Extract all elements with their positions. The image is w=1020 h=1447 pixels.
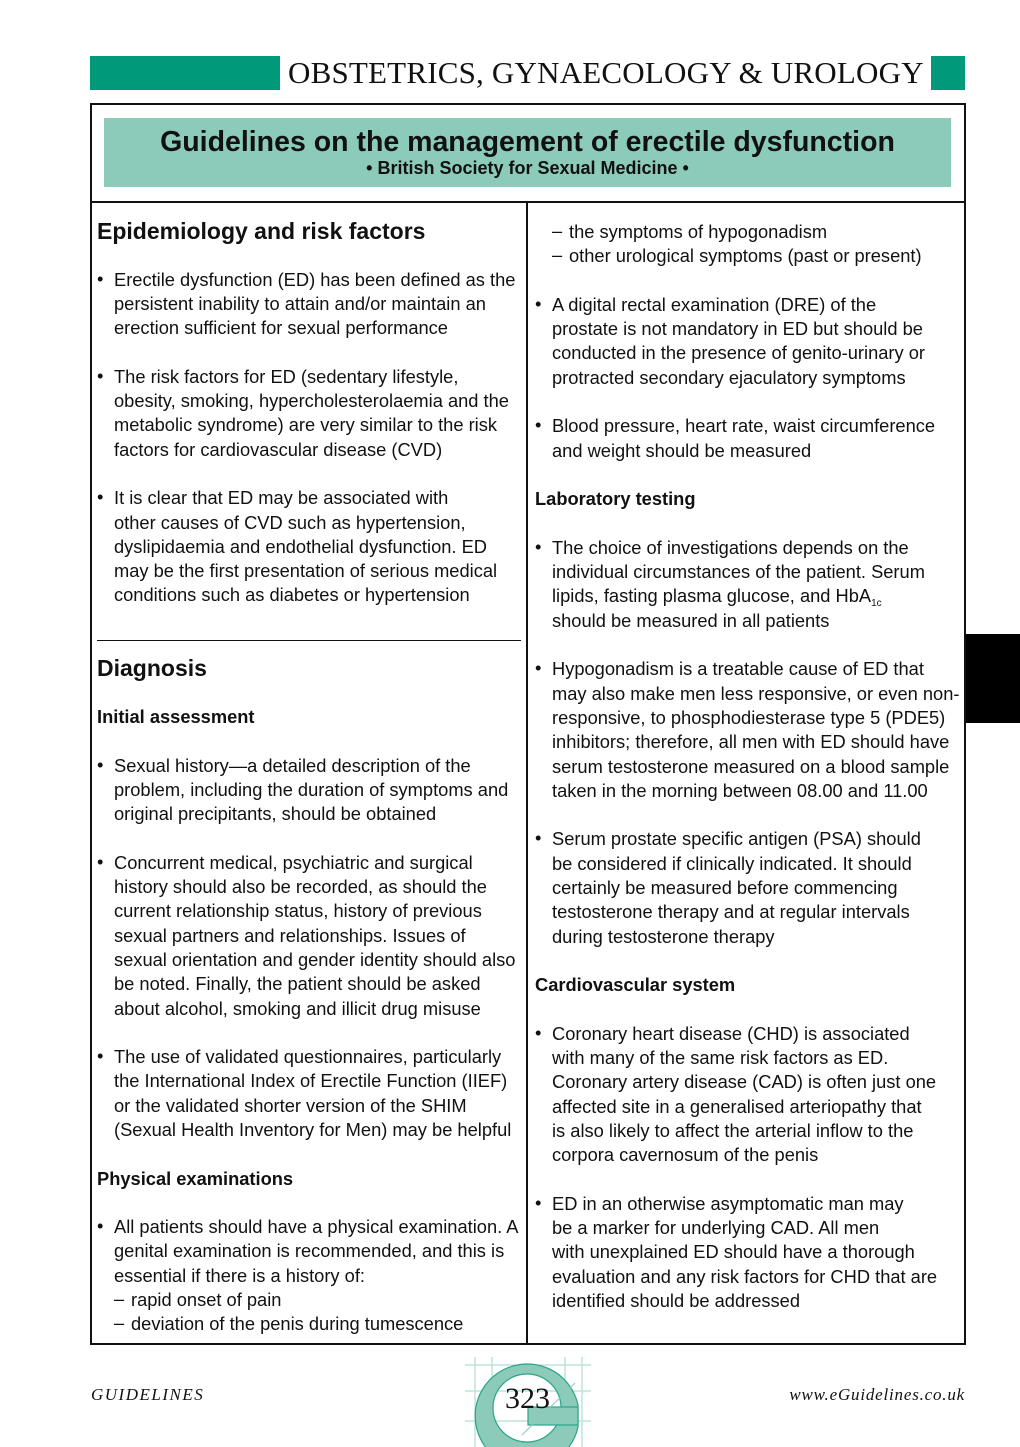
bullet-icon: • (97, 1215, 104, 1237)
text-line (535, 487, 960, 511)
text-line (114, 413, 525, 437)
text-line (114, 486, 525, 510)
bullet-item (97, 268, 525, 341)
line-text: Laboratory testing (535, 488, 696, 510)
line-text: erection sufficient for sexual performance (114, 317, 448, 339)
text-line (552, 1070, 960, 1094)
line-text: with many of the same risk factors as ED. (552, 1047, 889, 1069)
line-text: sexual orientation and gender identity should also (114, 948, 516, 970)
text-line (552, 925, 960, 949)
dash-item (535, 244, 960, 268)
line-text: Coronary heart disease (CHD) is associated (552, 1022, 910, 1044)
bullet-icon: • (535, 827, 542, 849)
line-text: Sexual history—a detailed description of the (114, 754, 471, 776)
spacer (97, 826, 525, 850)
bullet-icon: • (535, 657, 542, 679)
text-line (114, 535, 525, 559)
text-line (552, 657, 960, 681)
bullet-item (535, 1022, 960, 1168)
text-line (552, 1046, 960, 1070)
bullet-item (97, 851, 525, 1021)
section-heading (97, 219, 525, 243)
spacer (535, 463, 960, 487)
line-text: be a marker for underlying CAD. All men (552, 1217, 880, 1239)
text-line (114, 1118, 525, 1142)
line-text: Initial assessment (97, 705, 255, 727)
text-line (114, 316, 525, 340)
text-line (552, 1216, 960, 1240)
line-text: testosterone therapy and at regular intervals (552, 901, 910, 923)
text-line (97, 705, 525, 729)
bullet-icon: • (535, 1191, 542, 1213)
header-accent-left (90, 56, 280, 90)
text-line (552, 900, 960, 924)
line-text: inhibitors; therefore, all men with ED should have (552, 731, 950, 753)
dash-icon: – (114, 1288, 125, 1310)
dash-icon: – (552, 244, 563, 266)
text-line (552, 609, 960, 633)
bullet-item (535, 1192, 960, 1313)
bullet-icon: • (535, 535, 542, 557)
spacer (535, 949, 960, 973)
text-line (552, 1192, 960, 1216)
spacer (97, 340, 525, 364)
line-text: about alcohol, smoking and illicit drug misuse (114, 997, 481, 1019)
line-text: is also likely to affect the arterial inflow to the (552, 1119, 914, 1141)
dash-icon: – (114, 1312, 125, 1334)
text-line (114, 754, 525, 778)
bullet-icon: • (97, 486, 104, 508)
bullet-item (535, 536, 960, 633)
text-line (552, 1095, 960, 1119)
line-text: problem, including the duration of symptoms and (114, 778, 509, 800)
text-line (114, 997, 525, 1021)
spacer (535, 633, 960, 657)
text-line (552, 852, 960, 876)
text-line (114, 1264, 525, 1288)
line-text: individual circumstances of the patient. Serum (552, 561, 925, 583)
line-text: should be measured in all patients (552, 609, 830, 631)
text-line (114, 438, 525, 462)
bullet-item (535, 293, 960, 390)
text-line (114, 365, 525, 389)
line-text: ED in an otherwise asymptomatic man may (552, 1192, 904, 1214)
text-line (552, 1265, 960, 1289)
text-line (552, 1289, 960, 1313)
bullet-item (535, 414, 960, 463)
chapter-tab (966, 634, 1020, 723)
line-text: responsive, to phosphodiesterase type 5 (PDE5) (552, 706, 946, 728)
subsection-heading (535, 973, 960, 997)
text-line (552, 584, 960, 608)
subscript: 1c (871, 598, 882, 610)
dash-item (97, 1312, 525, 1336)
text-line (114, 875, 525, 899)
section-heading (97, 656, 525, 680)
text-line (114, 1045, 525, 1069)
text-line (114, 1215, 525, 1239)
document-subtitle: • British Society for Sexual Medicine • (366, 158, 689, 178)
bullet-icon: • (535, 292, 542, 314)
line-text: dyslipidaemia and endothelial dysfunction. ED (114, 535, 487, 557)
line-text: during testosterone therapy (552, 925, 775, 947)
line-text: prostate is not mandatory in ED but should be (552, 318, 923, 340)
text-line (114, 899, 525, 923)
line-text: original precipitants, should be obtained (114, 803, 437, 825)
text-line (552, 439, 960, 463)
text-line (552, 1143, 960, 1167)
text-line (114, 1239, 525, 1263)
text-line (569, 220, 960, 244)
line-text: deviation of the penis during tumescence (131, 1313, 464, 1335)
text-line (114, 802, 525, 826)
text-line (114, 583, 525, 607)
line-text: be noted. Finally, the patient should be asked (114, 973, 481, 995)
page-number: 323 (505, 1382, 550, 1415)
line-text: Physical examinations (97, 1167, 294, 1189)
dash-item (535, 220, 960, 244)
text-line (552, 317, 960, 341)
text-line (114, 559, 525, 583)
text-line (114, 511, 525, 535)
line-text: factors for cardiovascular disease (CVD) (114, 438, 443, 460)
document-title: Guidelines on the management of erectile dysfunction (160, 126, 895, 158)
text-line (552, 1119, 960, 1143)
subsection-heading (535, 487, 960, 511)
header-accent-right (931, 56, 965, 90)
line-text: sexual partners and relationships. Issues of (114, 924, 466, 946)
line-text: or the validated shorter version of the SHIM (114, 1094, 467, 1116)
bullet-icon: • (97, 364, 104, 386)
spacer (535, 998, 960, 1022)
text-line (552, 414, 960, 438)
text-line (114, 778, 525, 802)
bullet-item (535, 657, 960, 803)
line-text: the International Index of Erectile Function (IIEF) (114, 1070, 508, 1092)
line-text: The use of validated questionnaires, particularly (114, 1046, 502, 1068)
line-text: It is clear that ED may be associated with (114, 487, 449, 509)
text-line (114, 851, 525, 875)
spacer (535, 269, 960, 293)
line-text: Cardiovascular system (535, 974, 736, 996)
left-column (97, 219, 525, 1337)
line-text: certainly be measured before commencing (552, 877, 898, 899)
spacer (97, 1021, 525, 1045)
text-line (97, 219, 525, 243)
line-text: The choice of investigations depends on the (552, 536, 909, 558)
text-line (97, 1167, 525, 1191)
section-title: OBSTETRICS, GYNAECOLOGY & UROLOGY (288, 55, 924, 90)
line-text: The risk factors for ED (sedentary lifestyle, (114, 365, 459, 387)
line-text: metabolic syndrome) are very similar to the risk (114, 414, 498, 436)
text-line (114, 1094, 525, 1118)
line-text: A digital rectal examination (DRE) of the (552, 293, 877, 315)
text-line (114, 1069, 525, 1093)
spacer (97, 462, 525, 486)
bullet-icon: • (97, 267, 104, 289)
text-line (552, 293, 960, 317)
section-divider (97, 608, 525, 657)
bullet-item (97, 486, 525, 607)
line-text: Hypogonadism is a treatable cause of ED that (552, 658, 924, 680)
text-line (552, 706, 960, 730)
line-text: be considered if clinically indicated. It should (552, 852, 912, 874)
line-text: serum testosterone measured on a blood sample (552, 755, 950, 777)
spacer (97, 243, 525, 267)
line-text: Diagnosis (97, 655, 207, 682)
line-text: affected site in a generalised arteriopathy that (552, 1095, 922, 1117)
line-text: and weight should be measured (552, 439, 812, 461)
line-text: history should also be recorded, as should the (114, 876, 487, 898)
bullet-item (97, 365, 525, 462)
line-text: may also make men less responsive, or even non- (552, 682, 960, 704)
text-line (114, 268, 525, 292)
spacer (535, 1168, 960, 1192)
spacer (535, 390, 960, 414)
line-text: persistent inability to attain and/or maintain an (114, 292, 486, 314)
footer-label: GUIDELINES (91, 1385, 205, 1404)
text-line (552, 779, 960, 803)
spacer (97, 681, 525, 705)
spacer (535, 803, 960, 827)
line-text: Blood pressure, heart rate, waist circumference (552, 415, 936, 437)
right-column (535, 220, 960, 1313)
line-text: other causes of CVD such as hypertension, (114, 511, 466, 533)
spacer (97, 1142, 525, 1166)
line-text: identified should be addressed (552, 1290, 800, 1312)
bullet-icon: • (97, 753, 104, 775)
line-text: taken in the morning between 08.00 and 11.00 (552, 779, 928, 801)
text-line (552, 755, 960, 779)
subsection-heading (97, 1167, 525, 1191)
line-text: conducted in the presence of genito-urinary or (552, 342, 925, 364)
text-line (114, 972, 525, 996)
spacer (535, 512, 960, 536)
bullet-item (97, 1045, 525, 1142)
spacer (97, 1191, 525, 1215)
bullet-item (535, 827, 960, 948)
text-line (114, 292, 525, 316)
line-text: (Sexual Health Inventory for Men) may be helpful (114, 1118, 512, 1140)
text-line (552, 341, 960, 365)
bullet-icon: • (535, 1021, 542, 1043)
bullet-icon: • (535, 414, 542, 436)
line-text: Coronary artery disease (CAD) is often just one (552, 1071, 937, 1093)
line-text: current relationship status, history of previous (114, 900, 482, 922)
text-line (131, 1288, 525, 1312)
divider-column (526, 201, 528, 1343)
bullet-item (97, 1215, 525, 1288)
text-line (552, 536, 960, 560)
text-line (552, 1022, 960, 1046)
line-text: rapid onset of pain (131, 1289, 282, 1311)
subsection-heading (97, 705, 525, 729)
bullet-item (97, 754, 525, 827)
line-text: genital examination is recommended, and this is (114, 1240, 505, 1262)
text-line (552, 827, 960, 851)
dash-item (97, 1288, 525, 1312)
bullet-icon: • (97, 1045, 104, 1067)
line-text: may be the first presentation of serious medical (114, 560, 498, 582)
text-line (97, 656, 525, 680)
text-line (552, 560, 960, 584)
text-line (114, 924, 525, 948)
bullet-icon: • (97, 850, 104, 872)
text-line (535, 973, 960, 997)
title-banner (104, 118, 951, 187)
line-text: other urological symptoms (past or present) (569, 245, 922, 267)
line-text: corpora cavernosum of the penis (552, 1144, 819, 1166)
text-line (131, 1312, 525, 1336)
line-text: conditions such as diabetes or hypertension (114, 584, 470, 606)
text-line (552, 366, 960, 390)
text-line (552, 682, 960, 706)
text-line (114, 389, 525, 413)
text-line (569, 244, 960, 268)
footer-url: www.eGuidelines.co.uk (789, 1385, 965, 1404)
dash-icon: – (552, 220, 563, 241)
line-text: with unexplained ED should have a thorough (552, 1241, 915, 1263)
divider-horizontal (90, 201, 966, 203)
text-line (552, 730, 960, 754)
line-text: Erectile dysfunction (ED) has been defined as the (114, 268, 516, 290)
line-text: All patients should have a physical examination. A (114, 1216, 519, 1238)
line-text: protracted secondary ejaculatory symptoms (552, 366, 906, 388)
line-text: Serum prostate specific antigen (PSA) should (552, 828, 921, 850)
line-text: Epidemiology and risk factors (97, 218, 426, 244)
line-text: Concurrent medical, psychiatric and surgical (114, 851, 473, 873)
spacer (97, 729, 525, 753)
line-text: essential if there is a history of: (114, 1264, 365, 1286)
line-text: evaluation and any risk factors for CHD that are (552, 1265, 938, 1287)
text-line (552, 1240, 960, 1264)
line-text: the symptoms of hypogonadism (569, 221, 828, 242)
line-text: obesity, smoking, hypercholesterolaemia and the (114, 390, 509, 412)
text-line (114, 948, 525, 972)
text-line (552, 876, 960, 900)
line-text: lipids, fasting plasma glucose, and HbA (552, 585, 872, 607)
